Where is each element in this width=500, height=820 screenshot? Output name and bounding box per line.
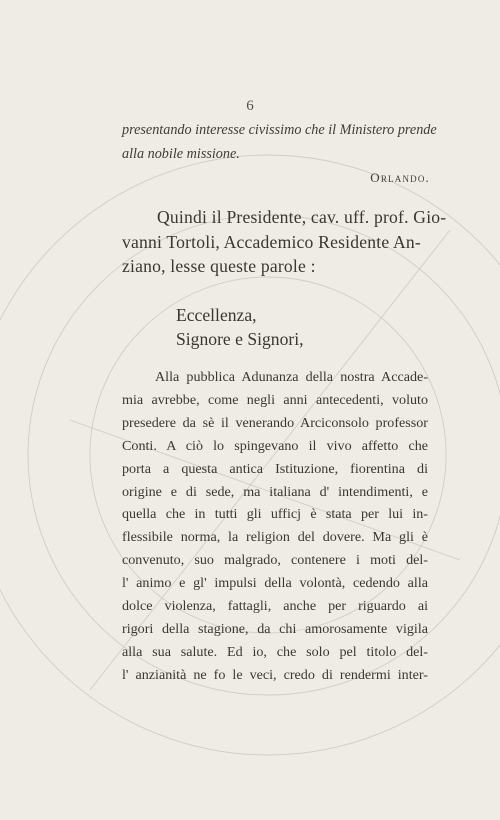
body-line: origine e di sede, ma italiana d' intendimenti, e (122, 483, 428, 500)
intro-line-2: vanni Tortoli, Accademico Residente An- (122, 232, 421, 252)
page-number: 6 (246, 98, 254, 114)
salutation-line-2: Signore e Signori, (176, 329, 304, 349)
closing-line-2: alla nobile missione. (122, 146, 240, 162)
body-line: mia avrebbe, come negli anni antecedenti, voluto (122, 391, 428, 408)
body-line: Alla pubblica Adunanza della nostra Accade- (155, 369, 428, 385)
body-line: dolce violenza, fattagli, anche per riguardo ai (122, 598, 428, 615)
body-line: Conti. A ciò lo spingevano il vivo affetto che (122, 437, 428, 454)
body-line: presedere da sè il venerando Arciconsolo professor (122, 414, 428, 431)
body-line: l' anzianità ne fo le veci, credo di rendermi inter- (122, 666, 428, 683)
body-line: quella che in tutti gli ufficj è stata per lui in- (122, 506, 428, 523)
intro-line-3: ziano, lesse queste parole : (122, 256, 316, 276)
closing-line-1: presentando interesse civissimo che il Ministero prende (122, 122, 437, 138)
body-line: flessibile norma, la religion del dovere. Ma gli è (122, 529, 428, 546)
body-line: alla sua salute. Ed io, che solo pel titolo del- (122, 643, 428, 660)
salutation-line-1: Eccellenza, (176, 305, 257, 325)
body-line: porta a questa antica Istituzione, fiorentina di (122, 460, 428, 477)
body-line: l' animo e gl' impulsi della volontà, cedendo alla (122, 575, 428, 592)
body-line: rigori della stagione, da chi amorosamente vigila (122, 620, 428, 637)
body-paragraph (122, 366, 428, 687)
signature: Orlando. (370, 170, 430, 185)
body-line: convenuto, suo malgrado, contenere i moti del- (122, 552, 428, 569)
intro-line-1: Quindi il Presidente, cav. uff. prof. Gio- (157, 207, 447, 227)
